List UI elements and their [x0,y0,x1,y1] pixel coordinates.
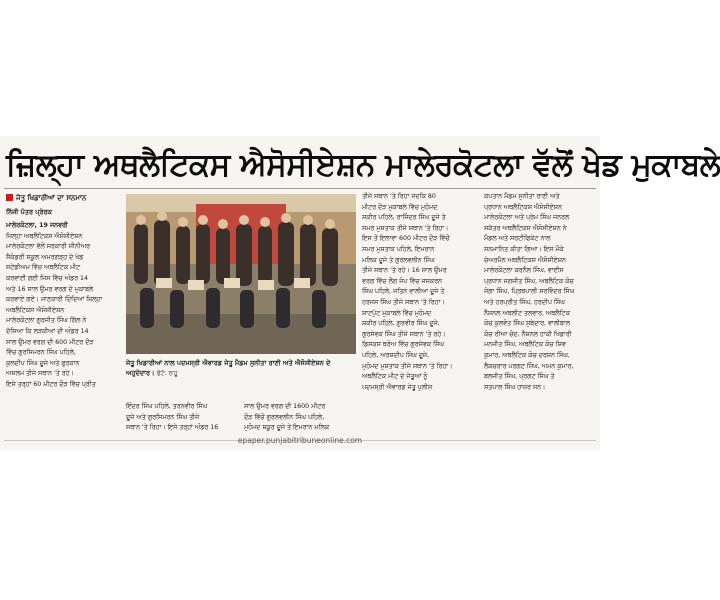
kicker-text: ਜੇਤੂ ਖਿਡਾਰੀਆਂ ਦਾ ਸਨਮਾਨ [16,194,87,202]
text-line: ਨੈਸ਼ਨਲ ਅਥਲੀਟ ਤਲਵਾਰ, ਅਥਲੈਟਿਕ [484,309,570,317]
headline: ਜ਼ਿਲ੍ਹਾ ਅਥਲੈਟਿਕਸ ਐਸੋਸੀਏਸ਼ਨ ਮਾਲੇਰਕੋਟਲਾ ਵੱਲੋਂ ਖੇਡ ਮੁਕਾਬਲੇ [6,147,720,183]
text-line: ਕੁਲਦੀਪ ਸਿੰਘ ਦੂਜੇ ਅਤੇ ਫੁਰਕਾਨ [6,359,80,367]
text-line: ਕੋਚ ਕੁਲਵੰਤ ਸਿੰਘ ਸੁਬੇਦਾਰ, ਵਾਲੀਬਾਲ [484,320,570,328]
text-line: ਸਾਲ ਉਮਰ ਵਰਗ ਦੀ 1600 ਮੀਟਰ [244,403,326,410]
text-line: ਮੁਹੰਮਦ ਮੁਸ਼ਤਾਕ ਤੀਜੇ ਸਥਾਨ 'ਤੇ ਰਿਹਾ। [362,362,453,370]
text-line: ਸਾਲ ਉਮਰ ਵਰਗ ਦੀ 600 ਮੀਟਰ ਦੌੜ [6,338,94,346]
text-line: ਤੀਜੇ ਸਥਾਨ 'ਤੇ ਰਿਹਾ ਜਦਕਿ 80 [362,193,436,200]
headline-rule [4,188,596,189]
article-column-1 [6,221,124,391]
text-line: ਅਸਲਮ ਤੀਜੇ ਸਥਾਨ 'ਤੇ ਰਹੇ। [6,370,74,378]
article-bottom-column-2 [244,402,356,434]
text-line: ਇਸ ਤੋਂ ਇਲਾਵਾ 600 ਮੀਟਰ ਦੌੜ ਵਿੱਚੋਂ [362,235,450,243]
text-line: ਸ਼ਕੀਰ ਪਹਿਲੇ, ਰਾਜਿੰਦਰ ਸਿੰਘ ਦੂਜੇ ਤੇ [362,214,446,222]
text-line: ਸ਼ਾਟਪੁੱਟ ਮੁਕਾਬਲੇ ਵਿੱਚ ਮੁਹੰਮਦ [362,309,432,317]
photo-credit: ਫੋਟੋ: ਰਾਹੂ [156,370,178,377]
text-line: ਕਰਵਾਈ ਗਈ ਜਿਸ ਵਿੱਚ ਅੰਡਰ 14 [6,274,88,282]
text-line: ਸਿੰਘ ਪਹਿਲੇ, ਜਤਿਨ ਵਾਲੀਆ ਦੂਜੇ ਤੇ [362,288,445,296]
text-line: ਸੈਕੰਡਰੀ ਸਕੂਲ ਅਮਰਗੜ੍ਹ ਦੇ ਖੇਡ [6,253,84,261]
text-line: ਕੋਚ ਰੀਆ ਚੰਦ, ਨੈਸ਼ਨਲ ਹਾਕੀ ਖਿਡਾਰੀ [484,330,572,338]
text-line: ਸਮਰ ਮੁਸ਼ਤਾਕ ਪਹਿਲੇ, ਇਮਰਾਨ [362,245,435,253]
text-line: ਜ਼ਿਲ੍ਹਾ ਅਥਲੈਟਿਕਸ ਐਸੋਸੀਏਸ਼ਨ [6,232,83,240]
text-line: ਮਾਲੇਰਕੋਟਲਾ ਵੱਲੋਂ ਸਰਕਾਰੀ ਸੀਨੀਅਰ [6,243,90,251]
text-line: ਤੀਜੇ ਸਥਾਨ 'ਤੇ ਰਹੇ। 16 ਸਾਲ ਉਮਰ [362,267,447,275]
text-line: ਅਤੇ ਹਰਪ੍ਰੀਤ ਸਿੰਘ, ਹਰਦੀਪ ਸਿੰਘ [484,298,565,306]
text-line: ਗੁਰਸੇਵਕ ਸਿੰਘ ਤੀਜੇ ਸਥਾਨ 'ਤੇ ਰਹੇ। [362,330,446,338]
text-line: ਪਦਮਸ੍ਰੀ ਐਵਾਰਡ ਜੇਤੂ ਪੁਲੀਸ [362,383,433,391]
epaper-url: epaper.punjabitribuneonline.com [237,436,363,445]
text-line: ਦੱਸਿਆ ਕਿ ਲੜਕੀਆਂ ਦੀ ਅੰਡਰ 14 [6,327,89,335]
text-line: ਅਥਲੈਟਿਕਸ ਐਸੋਸੀਏਸ਼ਨ [6,306,65,314]
text-line: ਚੇਅਰਮੈਨ ਅਥਲੈਟਿਕਸ ਐਸੋਸੀਏਸ਼ਨ [484,256,566,264]
text-line: ਮਨਜੀਤ ਸਿੰਘ, ਅਥਲੈਟਿਕ ਕੋਚ ਸ਼ਿਵ [484,341,566,349]
kicker [6,194,86,203]
text-line: ਬਲਜੀਤ ਸਿੰਘ, ਪ੍ਰਗਟ ਸਿੰਘ ਤੇ [484,373,555,381]
text-line: ਮੈਡਲ ਅਤੇ ਸਰਟੀਫਿਕੇਟ ਨਾਲ [484,235,551,243]
group-photo-illustration [126,194,356,354]
text-line: ਕਰਵਾਏ ਗਏ। ਜਾਣਕਾਰੀ ਦਿੰਦਿਆਂ ਜ਼ਿਲ੍ਹਾ [6,296,103,304]
text-line: ਕੁਮਾਰ, ਅਥਲੈਟਿਕ ਕੋਚ ਦਰਸ਼ਨ ਸਿੰਘ, [484,351,570,359]
text-line: ਇਸੇ ਤਰ੍ਹਾਂ 60 ਮੀਟਰ ਦੌੜ ਵਿੱਚ ਪ੍ਰੀਤ [6,380,96,388]
text-line: ਕਪਤਾਨ ਮੈਡਮ ਸੁਨੀਤਾ ਰਾਣੀ ਅਤੇ [484,193,560,200]
text-line: ਡਿਸਕਸ ਥਰੋਅ ਵਿੱਚ ਗੁਰਸੇਵਕ ਸਿੰਘ [362,341,444,349]
text-line: ਵਿੱਚ ਗੁਰਸਿਮਰਨ ਸਿੰਘ ਪਹਿਲੇ, [6,349,76,357]
text-line: ਦੂਜੇ ਅਤੇ ਗੁਰਸਿਮਰਨ ਸਿੰਘ ਤੀਜੇ [126,413,200,421]
text-line: ਇੰਦਰ ਸਿੰਘ ਪਹਿਲੇ, ਤਰਨਵੀਰ ਸਿੰਘ [126,403,208,410]
text-line: ਸ਼ਕੀਰ ਪਹਿਲੇ, ਗੁਰਵੀਰ ਸਿੰਘ ਦੂਜੇ, [362,320,440,328]
text-line: ਪ੍ਰਧਾਨ ਅਥਲੈਟਿਕਸ ਐਸੋਸੀਏਸ਼ਨ [484,203,562,211]
text-line: ਅਥਲੈਟਿਕ ਮੀਟ ਦੇ ਜੇਤੂਆਂ ਨੂੰ [362,373,428,381]
text-line: ਪ੍ਰਧਾਨ ਜਗਜੀਤ ਸਿੰਘ, ਅਥਲੈਟਿਕ ਕੋਚ [484,277,574,285]
text-line: ਸਤਪਾਲ ਸਿੰਘ ਹਾਜ਼ਰ ਸਨ। [484,383,546,391]
text-line: ਸਟੇਡੀਅਮ ਵਿੱਚ ਅਥਲੈਟਿਕ ਮੀਟ [6,264,81,272]
caption-text: ਜੇਤੂ ਖਿਡਾਰੀਆਂ ਨਾਲ ਪਦਮਸ੍ਰੀ ਐਵਾਰਡ ਜੇਤੂ ਮੈਡਮ ਸੁਨੀਤਾ ਰਾਣੀ ਅਤੇ ਐਸੋਸੀਏਸ਼ਨ ਦੇ ਅਹੁਦੇਦਾਰ। [126,359,331,377]
text-line: ਲੈਕਚਰਾਰ ਪਰਗਟ ਸਿੰਘ, ਅਮਨ ਕੁਮਾਰ, [484,362,574,370]
text-line: ਮਾਲੇਰਕੋਟਲਾ ਗੁਰਜੀਤ ਸਿੰਘ ਗਿੱਲ ਨੇ [6,317,87,325]
photo-caption [126,358,356,379]
kicker-marker-icon [6,194,13,201]
article-column-3 [362,192,478,393]
article-column-4 [484,192,596,393]
text-line: ਮਾਲੇਰਕੋਟਲਾ ਕਰਨੈਲ ਸਿੰਘ, ਵਾਈਸ [484,267,564,275]
text-line: ਸਮਰ ਮੁਸ਼ਤਾਕ ਤੀਜੇ ਸਥਾਨ 'ਤੇ ਰਿਹਾ। [362,224,449,232]
text-line: ਮੁਹੰਮਦ ਸ਼ਕੂਰ ਦੂਜੇ ਤੇ ਇਮਰਾਨ ਮਲਿਕ [244,424,330,432]
text-line: ਦੌੜ ਵਿੱਚੋਂ ਗੁਰਲਵਲੀਨ ਸਿੰਘ ਪਹਿਲੇ, [244,413,325,421]
text-line: ਵਰਗ ਵਿੱਚ ਲੌਂਗ ਜੰਪ ਵਿੱਚ ਜਸਕਰਨ [362,277,442,285]
text-line: ਸਨਮਾਨਿਤ ਕੀਤਾ ਗਿਆ। ਇਸ ਮੌਕੇ [484,245,564,253]
text-line: ਮੀਟਰ ਦੌੜ ਮੁਕਾਬਲੇ ਵਿੱਚ ਮੁਹੰਮਦ [362,203,438,211]
byline [6,208,52,217]
text-line: ਸਕੱਤਰ ਅਥਲੈਟਿਕਸ ਐਸੋਸੀਏਸ਼ਨ ਨੇ [484,224,567,232]
byline-text: ਨਿੱਜੀ ਪੱਤਰ ਪ੍ਰੇਰਕ [6,208,52,216]
text-line: ਜੰਗਾ ਸਿੰਘ, ਪ੍ਰਿਥਪਾਲੀ ਸਰਵਿੰਦਰ ਸਿੰਘ [484,288,575,296]
group-photo [126,194,356,354]
text-line: ਪਹਿਲੇ, ਅਰਸ਼ਦੀਪ ਸਿੰਘ ਦੂਜੇ, [362,351,430,359]
dateline: ਮਾਲੇਰਕੋਟਲਾ, 19 ਜਨਵਰੀ [6,222,68,229]
text-line: ਮਲਿਕ ਦੂਜੇ ਤੇ ਗੁਰਲਵਲੀਨ ਸਿੰਘ [362,256,435,264]
text-line: ਅਤੇ 16 ਸਾਲ ਉਮਰ ਵਰਗ ਦੇ ਮੁਕਾਬਲੇ [6,285,94,293]
text-line: ਹਰਜਸ ਸਿੰਘ ਤੀਜੇ ਸਥਾਨ 'ਤੇ ਰਿਹਾ। [362,298,445,306]
article-bottom-column-1 [126,402,238,434]
text-line: ਮਾਲੇਰਕੋਟਲਾ ਅਤੇ ਪ੍ਰੇਮ ਸਿੰਘ ਜਨਰਲ [484,214,570,222]
text-line: ਸਥਾਨ 'ਤੇ ਰਿਹਾ। ਇਸੇ ਤਰ੍ਹਾਂ ਅੰਡਰ 16 [126,424,219,432]
